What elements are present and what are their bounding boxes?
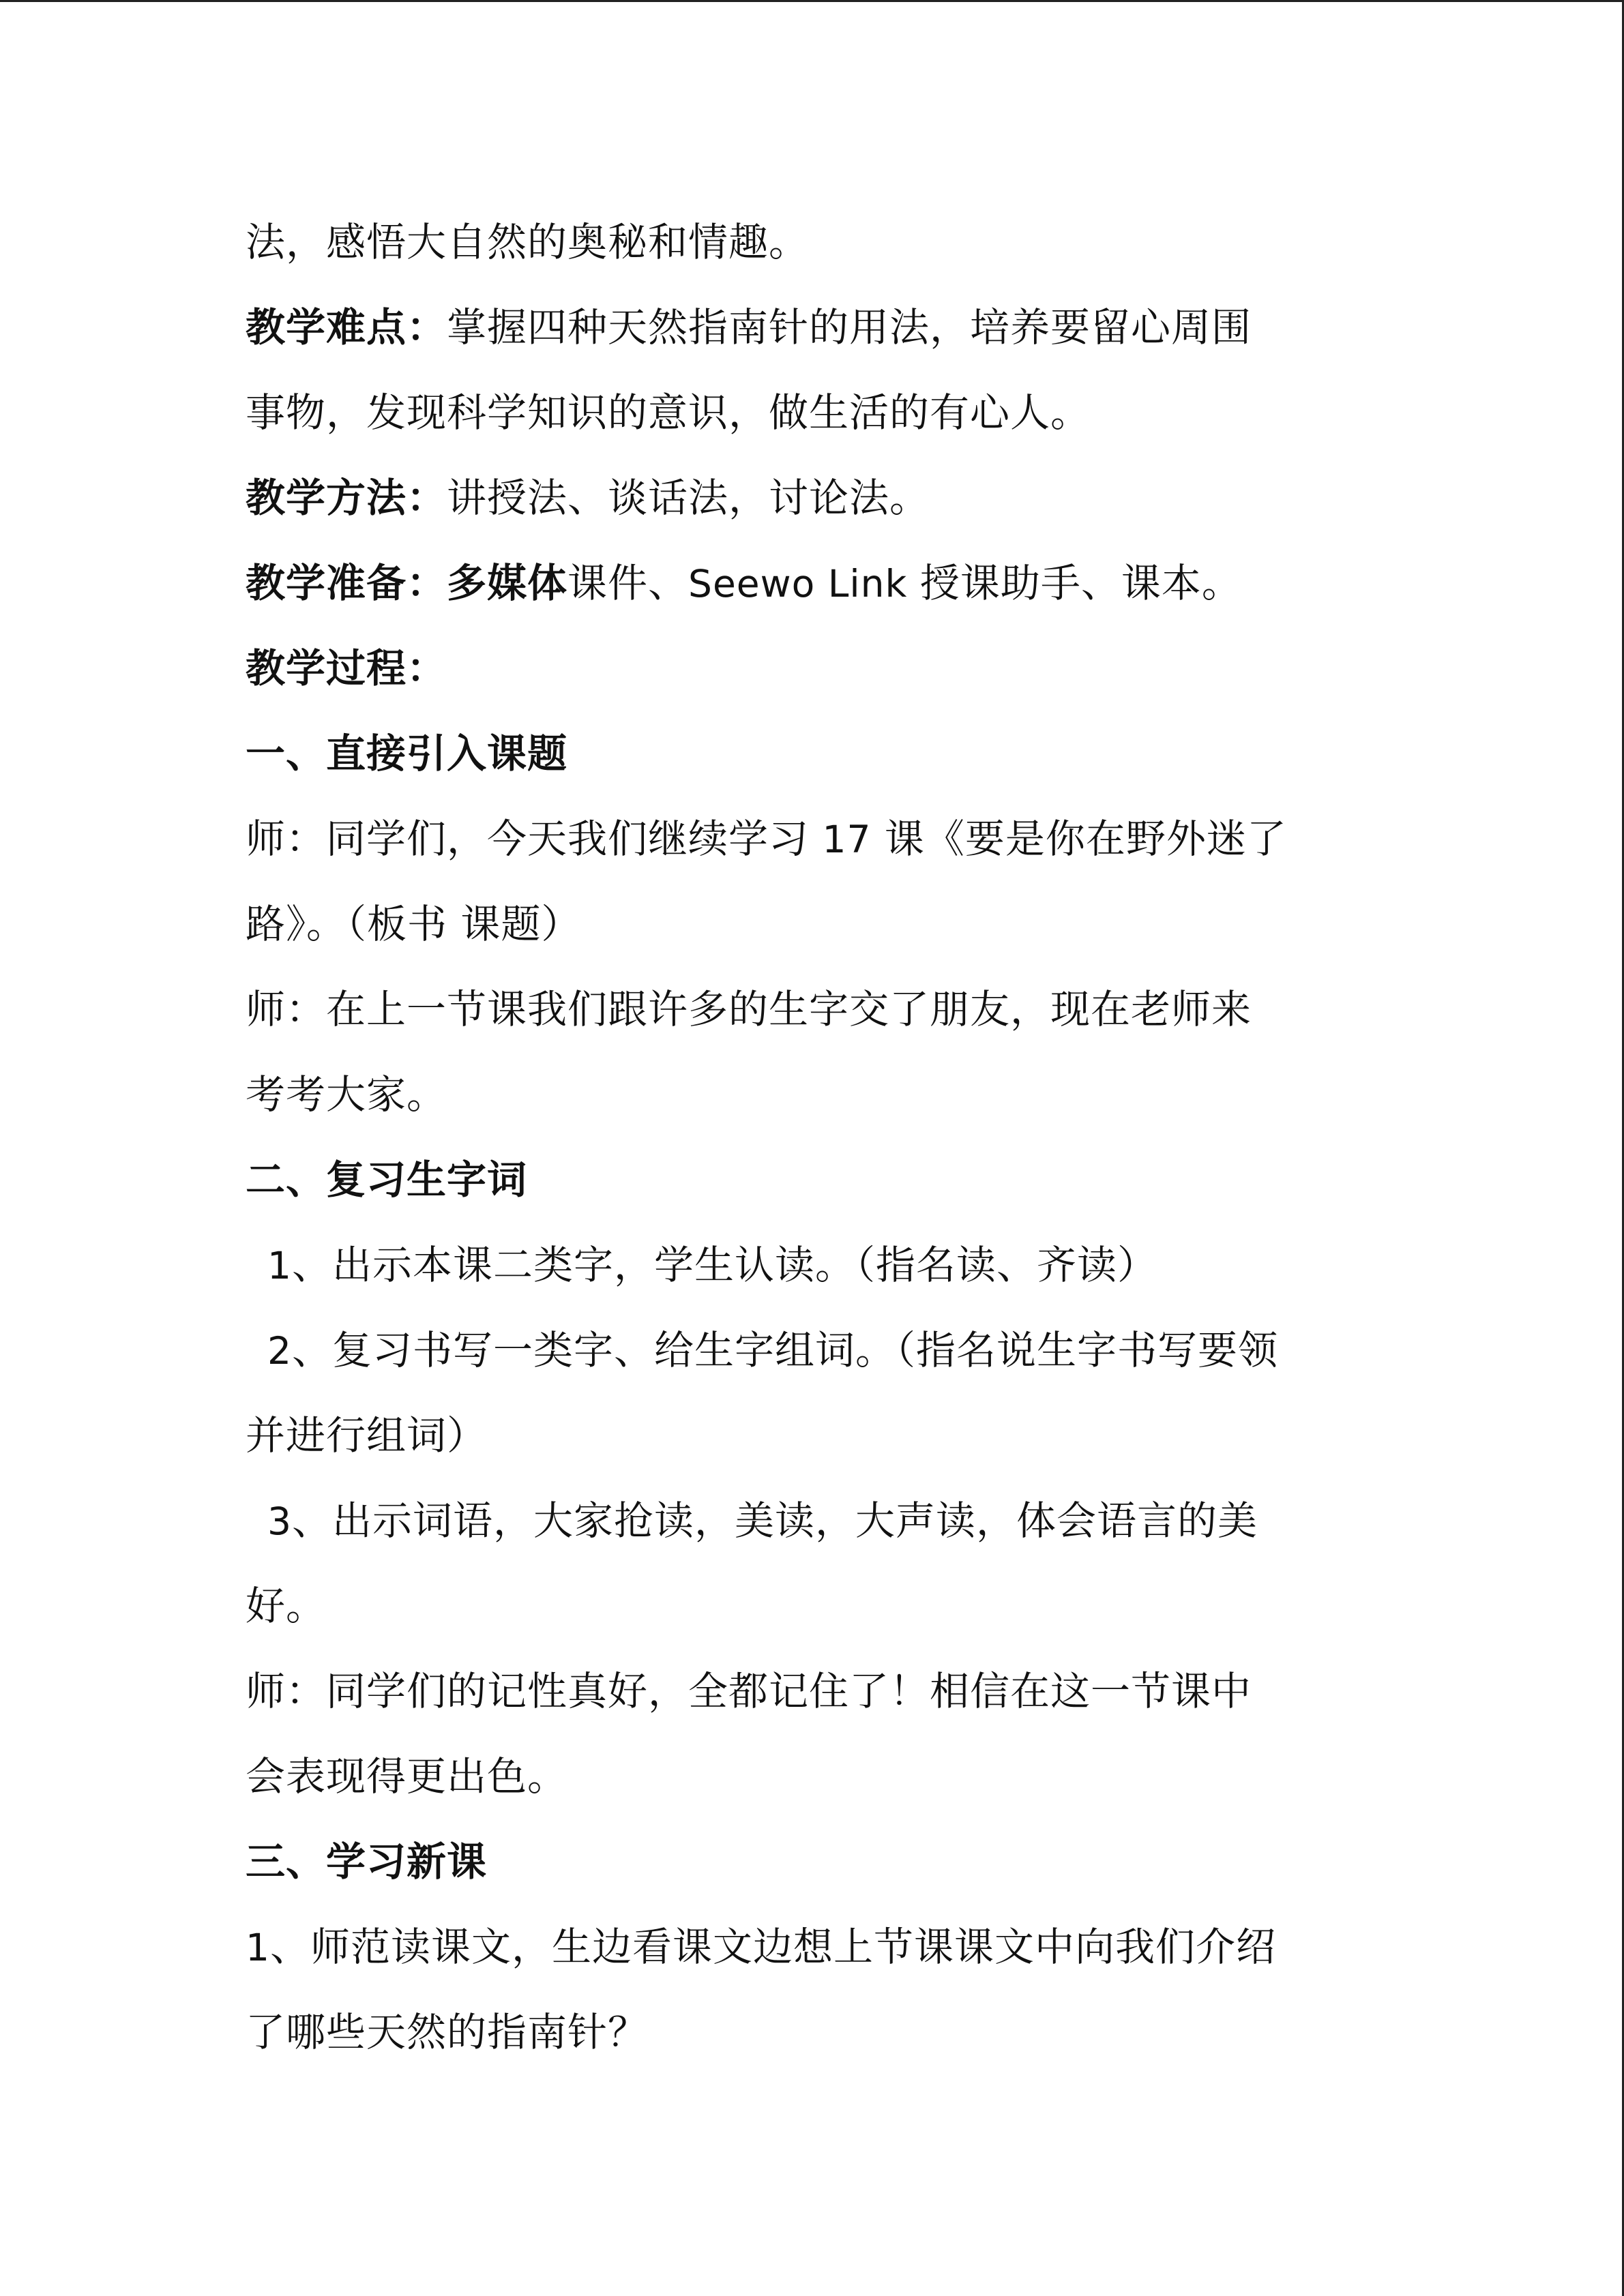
body-text: 法，感悟大自然的奥秘和情趣。 bbox=[246, 219, 810, 265]
paragraph-line bbox=[246, 1408, 1371, 1493]
body-text: 课件、 bbox=[567, 560, 689, 606]
body-text: 路》。（板书 课题） bbox=[246, 901, 582, 947]
heading-text: 三、学习新课 bbox=[246, 1838, 488, 1885]
paragraph-line bbox=[246, 1067, 1371, 1152]
body-text: 师：同学们的记性真好，全都记住了！相信在这一节课中 bbox=[246, 1668, 1252, 1714]
paragraph-line bbox=[246, 897, 1371, 982]
list-item-line bbox=[246, 1238, 1371, 1323]
list-item-line bbox=[246, 1493, 1371, 1579]
number-text: 17 bbox=[822, 818, 872, 861]
paragraph-line bbox=[246, 811, 1371, 897]
body-text: 、出示词语，大家抢读，美读，大声读，体会语言的美 bbox=[292, 1497, 1258, 1544]
paragraph-line bbox=[246, 641, 1371, 726]
latin-text: Seewo Link bbox=[688, 562, 920, 606]
paragraph-line bbox=[246, 2005, 1371, 2090]
section-heading bbox=[246, 1834, 1371, 1920]
body-text: 事物，发现科学知识的意识，做生活的有心人。 bbox=[246, 389, 1091, 436]
list-number: 3 bbox=[267, 1500, 292, 1543]
paragraph-line bbox=[246, 385, 1371, 471]
body-text: 授课助手、课本。 bbox=[919, 560, 1242, 606]
list-number: 2 bbox=[267, 1329, 292, 1373]
body-text: 师：在上一节课我们跟许多的生字交了朋友，现在老师来 bbox=[246, 986, 1252, 1032]
paragraph-line bbox=[246, 471, 1371, 556]
heading-text: 一、直接引入课题 bbox=[246, 730, 568, 777]
list-item-line bbox=[246, 1920, 1371, 2005]
section-heading bbox=[246, 1152, 1371, 1238]
label-teaching-preparation: 教学准备： bbox=[246, 560, 447, 606]
bold-text: 多媒体 bbox=[447, 560, 568, 606]
paragraph-line bbox=[246, 300, 1371, 385]
body-text: 讲授法、谈话法，讨论法。 bbox=[447, 475, 930, 521]
paragraph-line bbox=[246, 215, 1371, 300]
paragraph-line bbox=[246, 556, 1371, 641]
body-text: 课《要是你在野外迷了 bbox=[871, 816, 1287, 862]
paragraph-line bbox=[246, 982, 1371, 1067]
label-teaching-difficulty: 教学难点： bbox=[246, 304, 447, 351]
paragraph-line bbox=[246, 1749, 1371, 1834]
label-teaching-method: 教学方法： bbox=[246, 475, 447, 521]
label-teaching-process: 教学过程： bbox=[246, 645, 447, 691]
paragraph-line bbox=[246, 1664, 1371, 1749]
body-text: 了哪些天然的指南针？ bbox=[246, 2009, 649, 2055]
body-text: 、出示本课二类字，学生认读。（指名读、齐读） bbox=[292, 1242, 1158, 1288]
body-text: 、师范读课文，生边看课文边想上节课课文中向我们介绍 bbox=[270, 1924, 1277, 1970]
body-text: 考考大家。 bbox=[246, 1071, 447, 1118]
body-text: 好。 bbox=[246, 1583, 327, 1629]
body-text: 掌握四种天然指南针的用法，培养要留心周围 bbox=[447, 304, 1252, 351]
list-item-line bbox=[246, 1323, 1371, 1408]
body-text: 会表现得更出色。 bbox=[246, 1753, 568, 1800]
body-text: 师：同学们，今天我们继续学习 bbox=[246, 816, 823, 862]
paragraph-line bbox=[246, 1579, 1371, 1664]
body-text: 、复习书写一类字、给生字组词。（指名说生字书写要领 bbox=[292, 1327, 1279, 1373]
section-heading bbox=[246, 726, 1371, 811]
list-number: 1 bbox=[246, 1926, 270, 1969]
list-number: 1 bbox=[267, 1244, 292, 1287]
document-body bbox=[246, 215, 1371, 2090]
heading-text: 二、复习生字词 bbox=[246, 1157, 528, 1203]
body-text: 并进行组词） bbox=[246, 1412, 488, 1459]
